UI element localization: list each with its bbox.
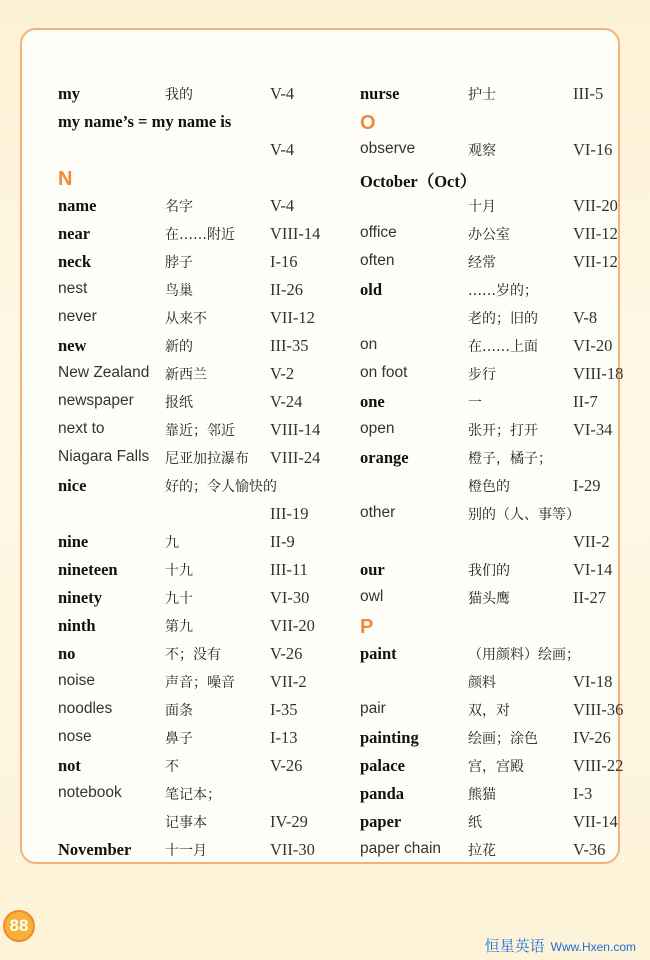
entry-word: New Zealand bbox=[58, 364, 150, 381]
glossary-entry bbox=[360, 697, 650, 725]
entry-phrase: October（Oct） bbox=[360, 172, 477, 191]
entry-translation: 笔记本； bbox=[165, 787, 221, 803]
entry-reference: II-7 bbox=[573, 392, 598, 411]
entry-reference: III-19 bbox=[270, 504, 309, 523]
glossary-entry bbox=[58, 697, 348, 725]
entry-translation: 我们的 bbox=[468, 563, 510, 579]
glossary-entry bbox=[360, 753, 650, 781]
entry-reference: VI-34 bbox=[573, 420, 613, 439]
entry-reference: I-13 bbox=[270, 728, 298, 747]
entry-reference: VI-30 bbox=[270, 588, 310, 607]
entry-word: panda bbox=[360, 784, 405, 803]
glossary-entry bbox=[58, 389, 348, 417]
glossary-entry bbox=[360, 557, 650, 585]
glossary-entry bbox=[58, 193, 348, 221]
glossary-right-column bbox=[360, 81, 650, 865]
entry-translation: 经常 bbox=[468, 255, 496, 271]
glossary-entry bbox=[58, 585, 348, 613]
entry-translation: 熊猫 bbox=[468, 787, 496, 803]
entry-translation: 别的（人、事等） bbox=[468, 507, 580, 523]
entry-translation: 护士 bbox=[468, 87, 496, 103]
section-letter-row bbox=[58, 165, 348, 193]
entry-reference: VII-12 bbox=[270, 308, 315, 327]
entry-word: Niagara Falls bbox=[58, 448, 150, 465]
entry-word: office bbox=[360, 224, 397, 241]
entry-reference: IV-29 bbox=[270, 812, 308, 831]
entry-reference: VII-20 bbox=[270, 616, 315, 635]
entry-translation: 一 bbox=[468, 395, 482, 411]
entry-translation: 十一月 bbox=[165, 843, 207, 859]
entry-translation: 我的 bbox=[165, 87, 193, 103]
entry-word: other bbox=[360, 504, 396, 521]
glossary-entry bbox=[360, 809, 650, 837]
glossary-entry bbox=[58, 249, 348, 277]
entry-word: near bbox=[58, 224, 91, 243]
glossary-entry bbox=[58, 837, 348, 865]
entry-word: nose bbox=[58, 728, 92, 745]
entry-reference: III-35 bbox=[270, 336, 309, 355]
glossary-entry bbox=[360, 641, 650, 669]
entry-translation: 纸 bbox=[468, 815, 482, 831]
glossary-entry bbox=[360, 501, 650, 529]
entry-word: orange bbox=[360, 448, 409, 467]
entry-word: pair bbox=[360, 700, 386, 717]
entry-translation: 十月 bbox=[468, 199, 496, 215]
entry-word: notebook bbox=[58, 784, 122, 801]
entry-reference: V-26 bbox=[270, 644, 303, 663]
entry-reference: V-2 bbox=[270, 364, 295, 383]
entry-translation: 记事本 bbox=[165, 815, 207, 831]
entry-translation: 新的 bbox=[165, 339, 193, 355]
glossary-entry bbox=[360, 445, 650, 473]
glossary-left-column bbox=[58, 81, 348, 865]
watermark bbox=[485, 935, 636, 956]
watermark-site: Www.Hxen.com bbox=[550, 940, 636, 954]
glossary-entry bbox=[360, 305, 650, 333]
glossary-entry bbox=[58, 109, 348, 137]
entry-reference: VII-12 bbox=[573, 252, 618, 271]
entry-reference: VIII-22 bbox=[573, 756, 624, 775]
entry-translation: 张开；打开 bbox=[468, 423, 538, 439]
entry-word: nice bbox=[58, 476, 87, 495]
entry-translation: 不 bbox=[165, 759, 179, 775]
watermark-brand: 恒星英语 bbox=[484, 937, 545, 955]
entry-translation: 步行 bbox=[468, 367, 496, 383]
glossary-entry bbox=[58, 725, 348, 753]
entry-translation: 颜料 bbox=[468, 675, 496, 691]
glossary-entry bbox=[58, 473, 348, 501]
entry-word: my bbox=[58, 84, 80, 103]
entry-reference: VI-16 bbox=[573, 140, 613, 159]
entry-word: nurse bbox=[360, 84, 400, 103]
glossary-entry bbox=[360, 221, 650, 249]
glossary-entry bbox=[58, 641, 348, 669]
entry-reference: V-26 bbox=[270, 756, 303, 775]
entry-translation: 老的；旧的 bbox=[468, 311, 538, 327]
entry-reference: VIII-24 bbox=[270, 448, 321, 467]
entry-reference: VIII-36 bbox=[573, 700, 624, 719]
glossary-entry bbox=[58, 529, 348, 557]
entry-word: November bbox=[58, 840, 132, 859]
glossary-entry bbox=[360, 277, 650, 305]
entry-translation: 猫头鹰 bbox=[468, 591, 510, 607]
glossary-entry bbox=[58, 333, 348, 361]
entry-word: palace bbox=[360, 756, 405, 775]
entry-translation: 好的；令人愉快的 bbox=[165, 479, 277, 495]
glossary-entry bbox=[58, 277, 348, 305]
glossary-entry bbox=[360, 137, 650, 165]
entry-reference: VI-20 bbox=[573, 336, 613, 355]
glossary-entry bbox=[360, 585, 650, 613]
entry-reference: VI-18 bbox=[573, 672, 613, 691]
entry-translation: 鼻子 bbox=[165, 731, 193, 747]
glossary-entry bbox=[360, 81, 650, 109]
entry-reference: V-4 bbox=[270, 140, 295, 159]
entry-translation: 九十 bbox=[165, 591, 193, 607]
entry-translation: ……岁的； bbox=[468, 283, 538, 299]
entry-word: nineteen bbox=[58, 560, 118, 579]
glossary-entry bbox=[58, 613, 348, 641]
entry-translation: 橙子，橘子； bbox=[468, 451, 552, 467]
entry-translation: 双，对 bbox=[468, 703, 510, 719]
glossary-entry bbox=[360, 781, 650, 809]
entry-reference: VII-30 bbox=[270, 840, 315, 859]
entry-reference: I-35 bbox=[270, 700, 298, 719]
entry-word: paper chain bbox=[360, 840, 442, 857]
entry-translation: 鸟巢 bbox=[165, 283, 193, 299]
entry-reference: III-11 bbox=[270, 560, 308, 579]
entry-reference: V-4 bbox=[270, 196, 295, 215]
entry-reference: VIII-18 bbox=[573, 364, 624, 383]
entry-translation: 宫，宫殿 bbox=[468, 759, 524, 775]
entry-reference: V-8 bbox=[573, 308, 598, 327]
entry-word: one bbox=[360, 392, 385, 411]
page-number: 88 bbox=[3, 910, 35, 942]
entry-translation: 名字 bbox=[165, 199, 193, 215]
entry-word: open bbox=[360, 420, 395, 437]
entry-reference: II-27 bbox=[573, 588, 606, 607]
entry-translation: 拉花 bbox=[468, 843, 496, 859]
entry-translation: 不；没有 bbox=[165, 647, 221, 663]
entry-word: ninety bbox=[58, 588, 103, 607]
entry-word: owl bbox=[360, 588, 384, 605]
glossary-entry bbox=[58, 137, 348, 165]
entry-word: often bbox=[360, 252, 395, 269]
entry-word: next to bbox=[58, 420, 105, 437]
entry-word: paper bbox=[360, 812, 402, 831]
entry-translation: 第九 bbox=[165, 619, 193, 635]
glossary-entry bbox=[360, 333, 650, 361]
entry-word: noise bbox=[58, 672, 96, 689]
entry-reference: VII-14 bbox=[573, 812, 618, 831]
glossary-card bbox=[20, 28, 624, 864]
entry-translation: 九 bbox=[165, 535, 179, 551]
entry-word: newspaper bbox=[58, 392, 134, 409]
glossary-entry bbox=[360, 725, 650, 753]
entry-word: never bbox=[58, 308, 97, 325]
section-letter: O bbox=[360, 112, 376, 134]
glossary-entry bbox=[360, 529, 650, 557]
entry-translation: 观察 bbox=[468, 143, 496, 159]
glossary-entry bbox=[58, 557, 348, 585]
entry-reference: I-29 bbox=[573, 476, 601, 495]
entry-word: paint bbox=[360, 644, 397, 663]
entry-reference: V-4 bbox=[270, 84, 295, 103]
entry-reference: II-9 bbox=[270, 532, 295, 551]
glossary-entry bbox=[58, 417, 348, 445]
entry-translation: 声音；噪音 bbox=[165, 675, 235, 691]
glossary-entry bbox=[360, 389, 650, 417]
entry-reference: II-26 bbox=[270, 280, 303, 299]
entry-reference: III-5 bbox=[573, 84, 604, 103]
entry-word: no bbox=[58, 644, 76, 663]
entry-translation: 在……附近 bbox=[165, 227, 235, 243]
glossary-entry bbox=[58, 669, 348, 697]
entry-reference: VII-2 bbox=[573, 532, 610, 551]
entry-reference: V-24 bbox=[270, 392, 303, 411]
glossary-entry bbox=[58, 305, 348, 333]
glossary-entry bbox=[58, 781, 348, 809]
entry-word: name bbox=[58, 196, 97, 215]
entry-translation: 报纸 bbox=[165, 395, 193, 411]
entry-reference: VII-12 bbox=[573, 224, 618, 243]
entry-word: new bbox=[58, 336, 87, 355]
entry-reference: V-36 bbox=[573, 840, 606, 859]
entry-translation: 在……上面 bbox=[468, 339, 538, 355]
entry-word: ninth bbox=[58, 616, 96, 635]
glossary-entry bbox=[360, 361, 650, 389]
entry-translation: 从来不 bbox=[165, 311, 207, 327]
entry-reference: VI-14 bbox=[573, 560, 613, 579]
entry-reference: VII-20 bbox=[573, 196, 618, 215]
entry-reference: VII-2 bbox=[270, 672, 307, 691]
entry-reference: IV-26 bbox=[573, 728, 611, 747]
entry-translation: 新西兰 bbox=[165, 367, 207, 383]
entry-word: on foot bbox=[360, 364, 408, 381]
section-letter: P bbox=[360, 616, 374, 638]
glossary-entry bbox=[360, 417, 650, 445]
entry-translation: 橙色的 bbox=[468, 479, 510, 495]
glossary-entry bbox=[58, 809, 348, 837]
glossary-entry bbox=[360, 193, 650, 221]
glossary-entry bbox=[360, 473, 650, 501]
section-letter: N bbox=[58, 168, 73, 190]
glossary-entry bbox=[58, 501, 348, 529]
entry-word: nine bbox=[58, 532, 89, 551]
entry-word: our bbox=[360, 560, 385, 579]
entry-word: painting bbox=[360, 728, 419, 747]
entry-reference: VIII-14 bbox=[270, 224, 321, 243]
entry-word: observe bbox=[360, 140, 416, 157]
section-letter-row bbox=[360, 613, 650, 641]
glossary-entry bbox=[58, 221, 348, 249]
glossary-entry bbox=[360, 837, 650, 865]
entry-word: not bbox=[58, 756, 81, 775]
entry-translation: 面条 bbox=[165, 703, 193, 719]
glossary-entry bbox=[360, 669, 650, 697]
glossary-entry bbox=[58, 361, 348, 389]
glossary-entry bbox=[360, 165, 650, 193]
entry-word: noodles bbox=[58, 700, 113, 717]
entry-word: on bbox=[360, 336, 378, 353]
entry-translation: （用颜料）绘画； bbox=[468, 647, 580, 663]
entry-translation: 靠近；邻近 bbox=[165, 423, 235, 439]
entry-translation: 尼亚加拉瀑布 bbox=[165, 451, 249, 467]
entry-word: neck bbox=[58, 252, 91, 271]
entry-reference: I-16 bbox=[270, 252, 298, 271]
entry-word: nest bbox=[58, 280, 88, 297]
entry-translation: 十九 bbox=[165, 563, 193, 579]
glossary-entry bbox=[58, 81, 348, 109]
entry-word: old bbox=[360, 280, 383, 299]
entry-phrase: my name’s = my name is bbox=[58, 112, 232, 131]
glossary-entry bbox=[58, 445, 348, 473]
entry-translation: 办公室 bbox=[468, 227, 510, 243]
section-letter-row bbox=[360, 109, 650, 137]
entry-reference: VIII-14 bbox=[270, 420, 321, 439]
glossary-entry bbox=[58, 753, 348, 781]
glossary-entry bbox=[360, 249, 650, 277]
entry-translation: 脖子 bbox=[165, 255, 193, 271]
entry-reference: I-3 bbox=[573, 784, 593, 803]
entry-translation: 绘画；涂色 bbox=[468, 731, 538, 747]
